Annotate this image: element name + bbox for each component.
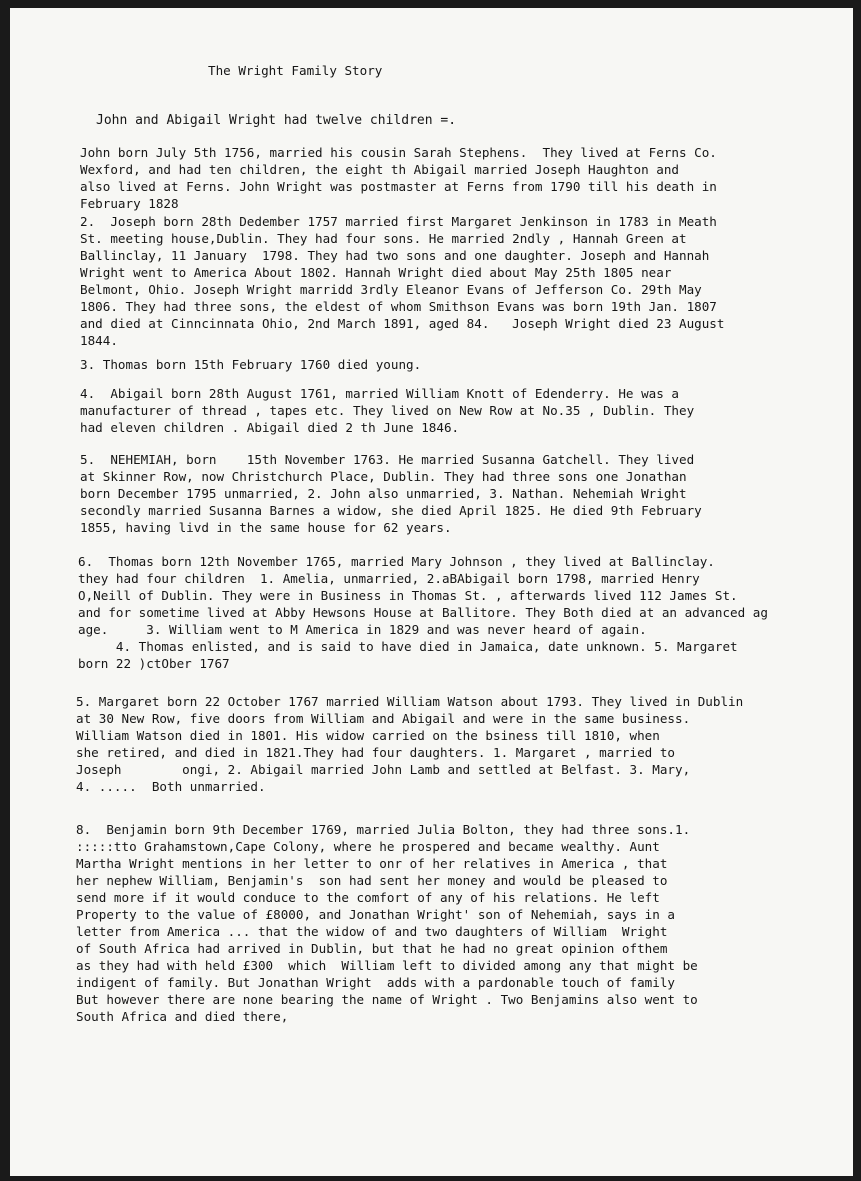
text-line: February 1828 [80, 196, 179, 211]
text-line: Ballinclay, 11 January 1798. They had two sons and one daughter. Joseph and Hannah [80, 248, 710, 263]
text-line: and died at Cinncinnata Ohio, 2nd March 1891, aged 84. Joseph Wright died 23 August [80, 316, 725, 331]
text-line: age. 3. William went to M America in 1829 and was never heard of again. [78, 622, 647, 637]
text-line: South Africa and died there, [76, 1009, 289, 1024]
text-line: 3. Thomas born 15th February 1760 died young. [80, 357, 422, 372]
text-line: 8. Benjamin born 9th December 1769, married Julia Bolton, they had three sons.1. [76, 822, 691, 837]
text-line: Wexford, and had ten children, the eight th Abigail married Joseph Haughton and [80, 162, 679, 177]
text-line: and for sometime lived at Abby Hewsons House at Ballitore. They Both died at an advanced ag [78, 605, 768, 620]
text-line: at Skinner Row, now Christchurch Place, Dublin. They had three sons one Jonathan [80, 469, 687, 484]
text-line: they had four children 1. Amelia, unmarried, 2.aBAbigail born 1798, married Henry [78, 571, 700, 586]
text-line: 1855, having livd in the same house for 62 years. [80, 520, 452, 535]
text-line: 2. Joseph born 28th Dedember 1757 married first Margaret Jenkinson in 1783 in Meath [80, 214, 717, 229]
text-line: of South Africa had arrived in Dublin, but that he had no great opinion ofthem [76, 941, 668, 956]
text-line: Belmont, Ohio. Joseph Wright marridd 3rdly Eleanor Evans of Jefferson Co. 29th May [80, 282, 702, 297]
page-title: The Wright Family Story [208, 63, 383, 78]
text-line: Martha Wright mentions in her letter to onr of her relatives in America , that [76, 856, 668, 871]
text-line: manufacturer of thread , tapes etc. They lived on New Row at No.35 , Dublin. They [80, 403, 695, 418]
text-line: indigent of family. But Jonathan Wright adds with a pardonable touch of family [76, 975, 675, 990]
text-line: letter from America ... that the widow of and two daughters of William Wright [76, 924, 668, 939]
text-line: 4. Thomas enlisted, and is said to have died in Jamaica, date unknown. 5. Margaret [78, 639, 738, 654]
text-line: :::::tto Grahamstown,Cape Colony, where he prospered and became wealthy. Aunt [76, 839, 660, 854]
text-line: at 30 New Row, five doors from William and Abigail and were in the same business. [76, 711, 691, 726]
text-line: 5. Margaret born 22 October 1767 married William Watson about 1793. They lived in Dublin [76, 694, 744, 709]
document-page [10, 8, 853, 1176]
text-line: 1806. They had three sons, the eldest of whom Smithson Evans was born 19th Jan. 1807 [80, 299, 717, 314]
intro-line: John and Abigail Wright had twelve children =. [96, 113, 457, 128]
text-line: O,Neill of Dublin. They were in Business in Thomas St. , afterwards lived 112 James St. [78, 588, 738, 603]
text-line: 1844. [80, 333, 118, 348]
text-line: she retired, and died in 1821.They had four daughters. 1. Margaret , married to [76, 745, 675, 760]
text-line: St. meeting house,Dublin. They had four sons. He married 2ndly , Hannah Green at [80, 231, 687, 246]
text-line: had eleven children . Abigail died 2 th June 1846. [80, 420, 460, 435]
text-line: John born July 5th 1756, married his cousin Sarah Stephens. They lived at Ferns Co. [80, 145, 717, 160]
text-line: secondly married Susanna Barnes a widow, she died April 1825. He died 9th February [80, 503, 702, 518]
text-line: 4. ..... Both unmarried. [76, 779, 266, 794]
text-line: Property to the value of £8000, and Jonathan Wright' son of Nehemiah, says in a [76, 907, 675, 922]
text-line: as they had with held £300 which William left to divided among any that might be [76, 958, 698, 973]
text-line: 4. Abigail born 28th August 1761, married William Knott of Edenderry. He was a [80, 386, 679, 401]
text-line: Wright went to America About 1802. Hannah Wright died about May 25th 1805 near [80, 265, 672, 280]
text-line: 5. NEHEMIAH, born 15th November 1763. He married Susanna Gatchell. They lived [80, 452, 695, 467]
text-line: William Watson died in 1801. His widow carried on the bsiness till 1810, when [76, 728, 660, 743]
text-line: born 22 )ctOber 1767 [78, 656, 230, 671]
text-line: born December 1795 unmarried, 2. John also unmarried, 3. Nathan. Nehemiah Wright [80, 486, 687, 501]
text-line: send more if it would conduce to the comfort of any of his relations. He left [76, 890, 660, 905]
text-line: also lived at Ferns. John Wright was postmaster at Ferns from 1790 till his death in [80, 179, 717, 194]
text-line: 6. Thomas born 12th November 1765, married Mary Johnson , they lived at Ballinclay. [78, 554, 715, 569]
text-line: But however there are none bearing the name of Wright . Two Benjamins also went to [76, 992, 698, 1007]
text-line: her nephew William, Benjamin's son had sent her money and would be pleased to [76, 873, 668, 888]
text-line: Joseph ongi, 2. Abigail married John Lamb and settled at Belfast. 3. Mary, [76, 762, 691, 777]
